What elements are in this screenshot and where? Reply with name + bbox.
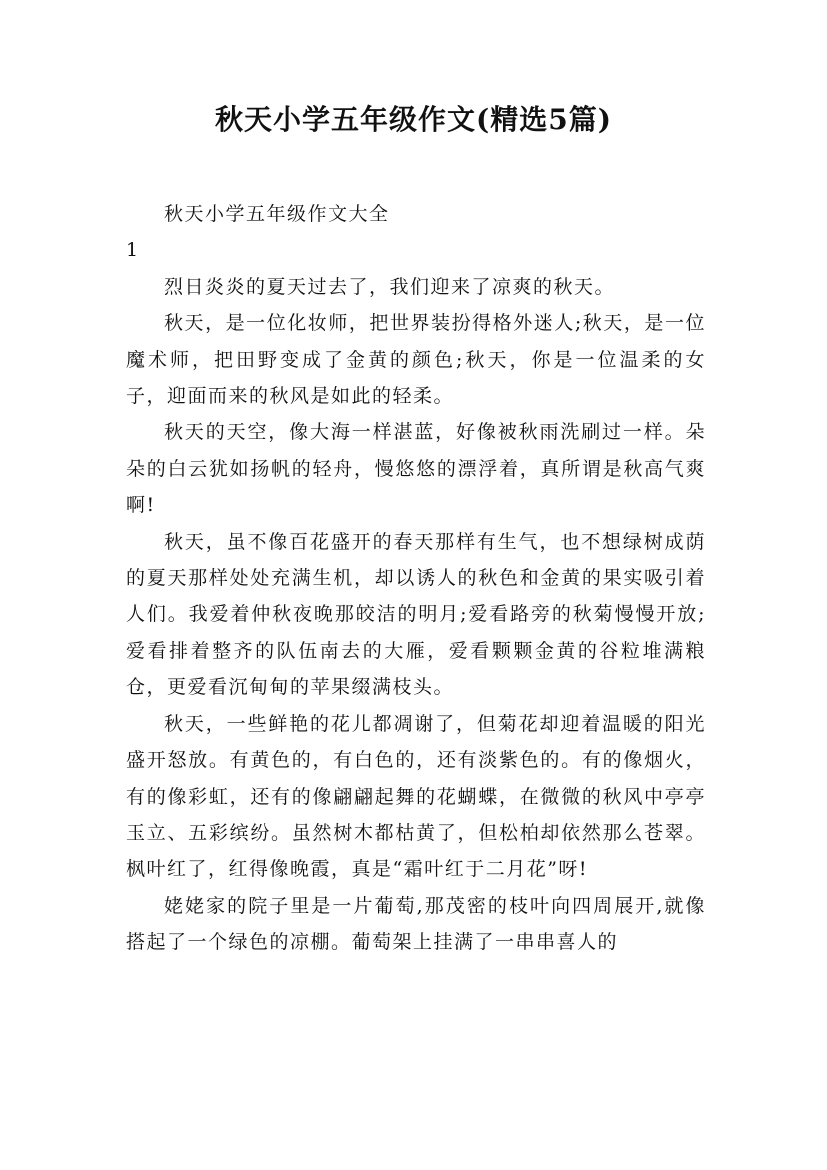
paragraph: 秋天，一些鲜艳的花儿都凋谢了，但菊花却迎着温暖的阳光盛开怒放。有黄色的，有白色的，还有淡紫色的。有的像烟火，有的像彩虹，还有的像翩翩起舞的花蝴蝶，在微微的秋风中亭亭玉立、五彩缤纷。虽然树木都枯黄了，但松柏却依然那么苍翠。枫叶红了，红得像晚霞，真是“霜叶红于二月花”呀! <box>126 712 706 881</box>
document-title: 秋天小学五年级作文(精选5篇) <box>215 103 612 136</box>
document-body <box>126 196 706 961</box>
paragraph: 烈日炎炎的夏天过去了，我们迎来了凉爽的秋天。 <box>164 275 616 298</box>
paragraph: 秋天，是一位化妆师，把世界装扮得格外迷人;秋天，是一位魔术师，把田野变成了金黄的颜色;秋天，你是一位温柔的女子，迎面而来的秋风是如此的轻柔。 <box>126 312 706 408</box>
paragraph: 秋天，虽不像百花盛开的春天那样有生气，也不想绿树成荫的夏天那样处处充满生机，却以诱人的秋色和金黄的果实吸引着人们。我爱着仲秋夜晚那皎洁的明月;爱看路旁的秋菊慢慢开放;爱看排着整齐的队伍南去的大雁，爱看颗颗金黄的谷粒堆满粮仓，更爱看沉甸甸的苹果缀满枝头。 <box>126 530 706 699</box>
paragraph: 秋天的天空，像大海一样湛蓝，好像被秋雨洗刷过一样。朵朵的白云犹如扬帆的轻舟，慢悠悠的漂浮着，真所谓是秋高气爽啊! <box>126 421 706 517</box>
paragraph: 秋天小学五年级作文大全 <box>164 203 390 225</box>
paragraph: 姥姥家的院子里是一片葡萄,那茂密的枝叶向四周展开,就像搭起了一个绿色的凉棚。葡萄架上挂满了一串串喜人的 <box>126 894 706 954</box>
paragraph: 1 <box>126 239 140 262</box>
